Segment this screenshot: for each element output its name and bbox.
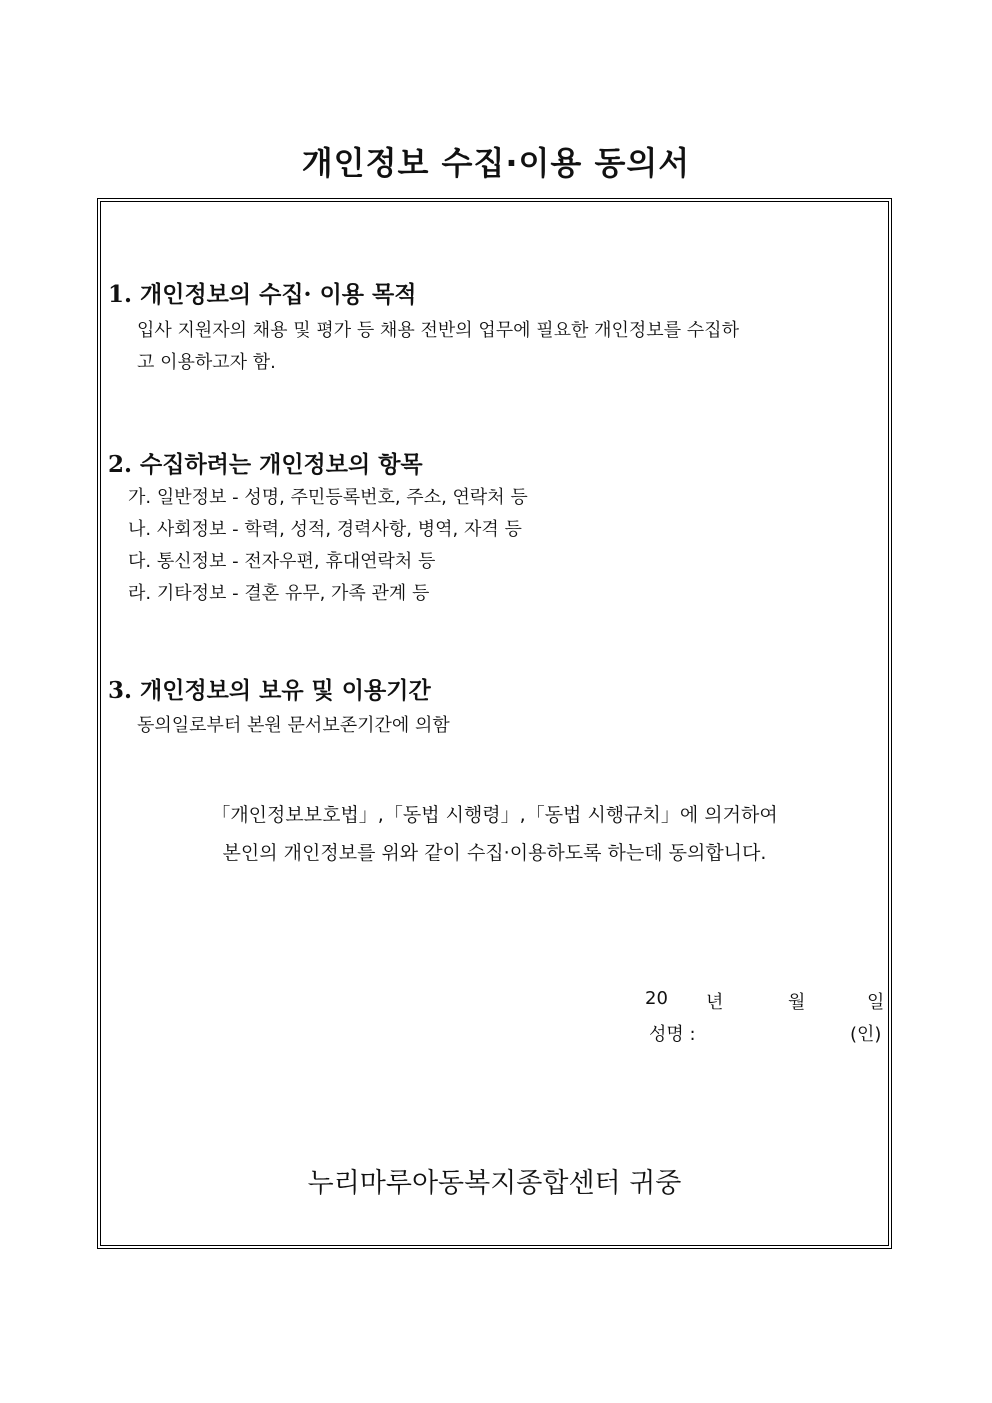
seal-label: (인) (850, 1024, 882, 1045)
document-title: 개인정보 수집·이용 동의서 (301, 144, 691, 182)
date-year-prefix: 20 (645, 988, 668, 1009)
section2-item: 나. 사회정보 - 학력, 성적, 경력사항, 병역, 자격 등 (128, 519, 522, 540)
section3-line: 동의일로부터 본원 문서보존기간에 의함 (137, 715, 450, 736)
section2-item: 다. 통신정보 - 전자우편, 휴대연락처 등 (128, 551, 436, 572)
section1-heading: 1. 개인정보의 수집· 이용 목적 (108, 281, 417, 308)
section2-item: 가. 일반정보 - 성명, 주민등록번호, 주소, 연락처 등 (128, 487, 528, 508)
consent-line-2: 본인의 개인정보를 위와 같이 수집·이용하도록 하는데 동의합니다. (222, 842, 767, 864)
section2-item: 라. 기타정보 - 결혼 유무, 가족 관계 등 (128, 583, 430, 604)
section3-heading: 3. 개인정보의 보유 및 이용기간 (108, 677, 431, 704)
consent-line-1: 「개인정보보호법」,「동법 시행령」,「동법 시행규치」에 의거하여 (211, 804, 778, 826)
section1-line: 입사 지원자의 채용 및 평가 등 채용 전반의 업무에 필요한 개인정보를 수집하 (137, 320, 739, 341)
section1-line: 고 이용하고자 함. (137, 352, 276, 373)
date-day-label: 일 (867, 992, 885, 1013)
section2-heading: 2. 수집하려는 개인정보의 항목 (108, 451, 423, 478)
date-year-label: 년 (706, 992, 724, 1013)
name-label: 성명 : (649, 1024, 696, 1045)
date-month-label: 월 (788, 992, 806, 1013)
recipient-footer: 누리마루아동복지종합센터 귀중 (307, 1168, 682, 1199)
